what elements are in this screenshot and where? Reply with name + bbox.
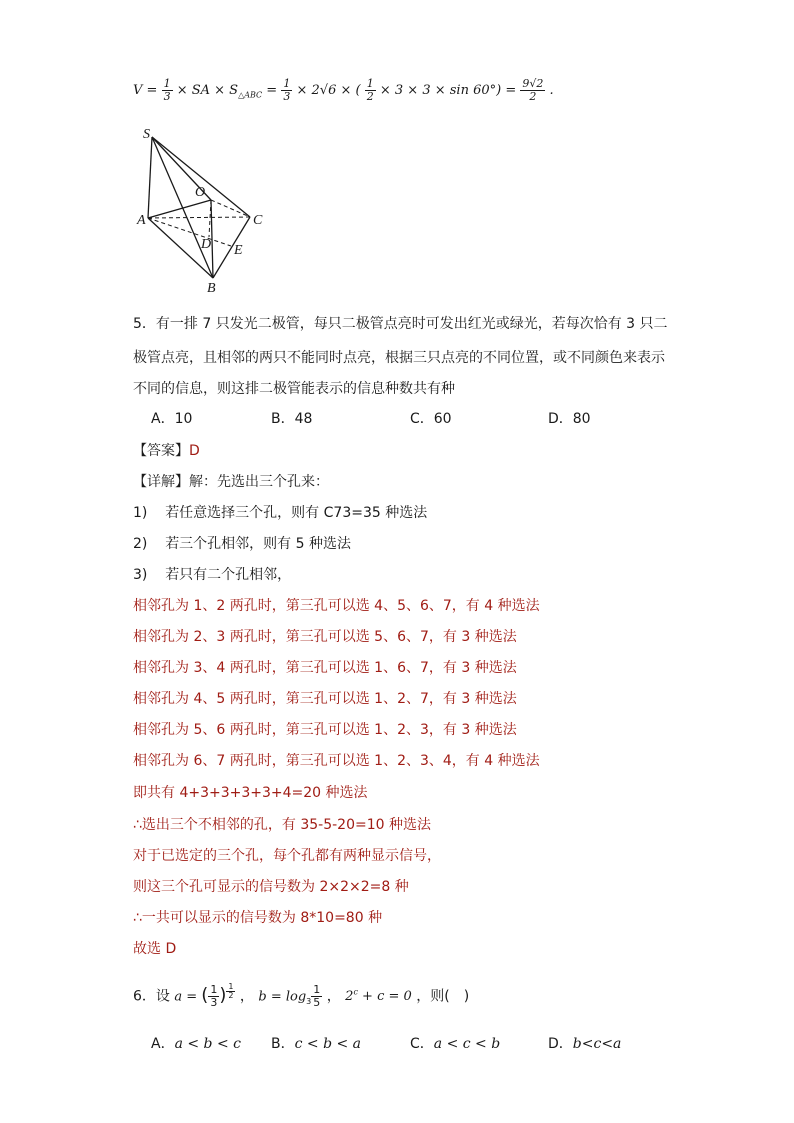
label-E: E — [234, 243, 243, 258]
answer-line — [133, 441, 200, 461]
q6-stem: 6．设 a = ( $\frac{1}{3}$ ) $^{\frac{1}{2}}$ ， $b = \log_3$ $\frac{1}{5}$ ， $2^c + c = 0$ ，则( ) — [133, 982, 470, 1009]
volume-formula: V = $\frac{1}{3}$ × SA × $S_{\triangle ABC}$ = $\frac{1}{3}$ × 2√6 × ( $\frac{1}{2}$ × 3 × 3 × sin 60°) = $\frac{9√2}{2}$ . — [133, 77, 554, 103]
detail-line: 【详解】解：先选出三个孔来： — [133, 474, 329, 490]
detail-label: 【详解】 — [133, 474, 189, 490]
choose-line: 故选 D — [133, 941, 177, 957]
pyramid-figure — [135, 125, 275, 300]
q5-line-3: 不同的信息，则这排二极管能表示的信息种数共有种 — [133, 381, 455, 397]
q5-option-a: A．10 — [151, 411, 193, 427]
case-line: 相邻孔为 6、7 两孔时，第三孔可以选 1、2、3、4，有 4 种选法 — [133, 753, 540, 769]
answer-label: 【答案】 — [133, 443, 189, 459]
case-line: 相邻孔为 3、4 两孔时，第三孔可以选 1、6、7，有 3 种选法 — [133, 660, 517, 676]
q6-option-b: B．c < b < a — [271, 1036, 362, 1052]
edge-SC — [152, 137, 250, 217]
label-B: B — [207, 281, 216, 296]
q5-option-d: D．80 — [548, 411, 591, 427]
edge-AC-hidden — [148, 217, 250, 218]
q5-line-2: 极管点亮，且相邻的两只不能同时点亮，根据三只点亮的不同位置，或不同颜色来表示 — [133, 350, 665, 366]
q6-option-a: A．a < b < c — [151, 1036, 241, 1052]
detail-step-2: 2) 若三个孔相邻，则有 5 种选法 — [133, 536, 351, 552]
q5-option-b: B．48 — [271, 411, 313, 427]
q5-option-c: C．60 — [410, 411, 452, 427]
signal-line-2: 则这三个孔可显示的信号数为 2×2×2=8 种 — [133, 879, 409, 895]
q6-option-c: C．a < c < b — [410, 1036, 501, 1052]
edge-AO — [148, 200, 211, 218]
signal-line-1: 对于已选定的三个孔，每个孔都有两种显示信号， — [133, 848, 441, 864]
detail-step-3: 3) 若只有二个孔相邻， — [133, 567, 292, 583]
final-line: ∴一共可以显示的信号数为 8*10=80 种 — [133, 910, 383, 926]
label-A: A — [137, 213, 146, 228]
case-line: 相邻孔为 5、6 两孔时，第三孔可以选 1、2、3，有 3 种选法 — [133, 722, 517, 738]
answer-value: D — [189, 443, 200, 459]
label-O: O — [195, 185, 206, 200]
label-S: S — [143, 127, 150, 142]
label-D: D — [201, 237, 212, 252]
nonadjacent-line: ∴选出三个不相邻的孔，有 35-5-20=10 种选法 — [133, 817, 431, 833]
q5-line-1: 5．有一排 7 只发光二极管，每只二极管点亮时可发出红光或绿光，若每次恰有 3 只二 — [133, 316, 668, 332]
label-C: C — [253, 213, 263, 228]
edge-OC-hidden — [211, 200, 250, 217]
total-line: 即共有 4+3+3+3+3+4=20 种选法 — [133, 785, 368, 801]
edge-CB — [213, 217, 250, 278]
case-line: 相邻孔为 1、2 两孔时，第三孔可以选 4、5、6、7，有 4 种选法 — [133, 598, 540, 614]
q6-option-d: D．b<c<a — [548, 1036, 622, 1052]
detail-step-1: 1) 若任意选择三个孔，则有 C73=35 种选法 — [133, 505, 428, 521]
case-line: 相邻孔为 4、5 两孔时，第三孔可以选 1、2、7，有 3 种选法 — [133, 691, 517, 707]
edge-SA — [148, 137, 152, 218]
case-line: 相邻孔为 2、3 两孔时，第三孔可以选 5、6、7，有 3 种选法 — [133, 629, 517, 645]
